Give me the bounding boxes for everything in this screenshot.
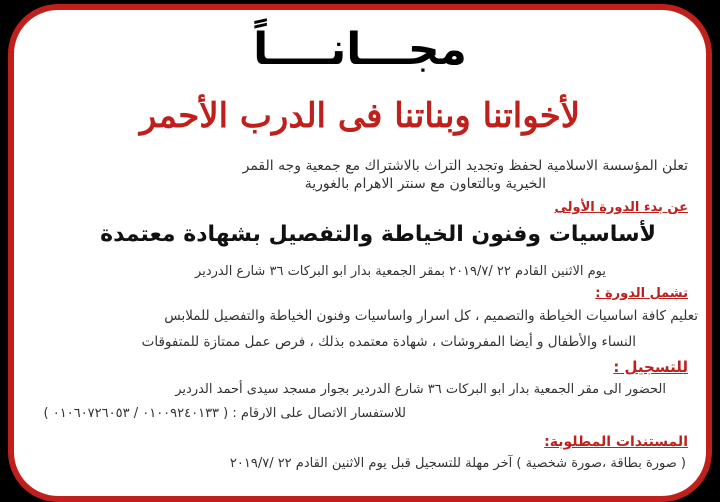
includes-label: تشمل الدورة : — [595, 286, 688, 301]
headline-free: مجـــانــــاً — [253, 24, 467, 75]
documents-label: المستندات المطلوبة: — [544, 434, 688, 450]
first-course-label: عن بدء الدورة الأولى — [554, 200, 688, 215]
course-date-line: يوم الاثنين القادم ٢٢ /٢٠١٩/٧ بمقر الجمعية بدار ابو البركات ٣٦ شارع الدردير — [195, 264, 606, 279]
flyer-frame — [8, 4, 712, 502]
subtitle-audience: لأخواتنا وبناتنا فى الدرب الأحمر — [139, 96, 581, 136]
course-title: لأساسيات وفنون الخياطة والتفصيل بشهادة معتمدة — [100, 222, 656, 247]
intro-line-1: تعلن المؤسسة الاسلامية لحفظ وتجديد التراث بالاشتراك مع جمعية وجه القمر — [242, 158, 688, 174]
register-label: للتسجيل : — [613, 358, 688, 376]
intro-line-2: الخيرية وبالتعاون مع سنتر الاهرام بالغورية — [304, 176, 546, 192]
documents-line: ( صورة بطاقة ،صورة شخصية ) آخر مهلة للتسجيل قبل يوم الاثنين القادم ٢٢ /٢٠١٩/٧ — [229, 456, 686, 471]
includes-line-2: النساء والأطفال و أيضا المفروشات ، شهادة معتمده بذلك ، فرص عمل ممتازة للمتفوقات — [141, 334, 636, 350]
register-phone-line: للاستفسار الاتصال على الارقام : ( ٠١٠٠٩٢٤٠١٣٣ / ٠١٠٦٠٧٢٦٠٥٣ ) — [43, 406, 406, 421]
register-line-1: الحضور الى مقر الجمعية بدار ابو البركات ٣٦ شارع الدردير بجوار مسجد سيدى أحمد الدردير — [175, 382, 666, 397]
includes-line-1: تعليم كافة اساسيات الخياطة والتصميم ، كل اسرار واساسيات وفنون الخياطة والتفصيل للملابس — [164, 308, 698, 324]
